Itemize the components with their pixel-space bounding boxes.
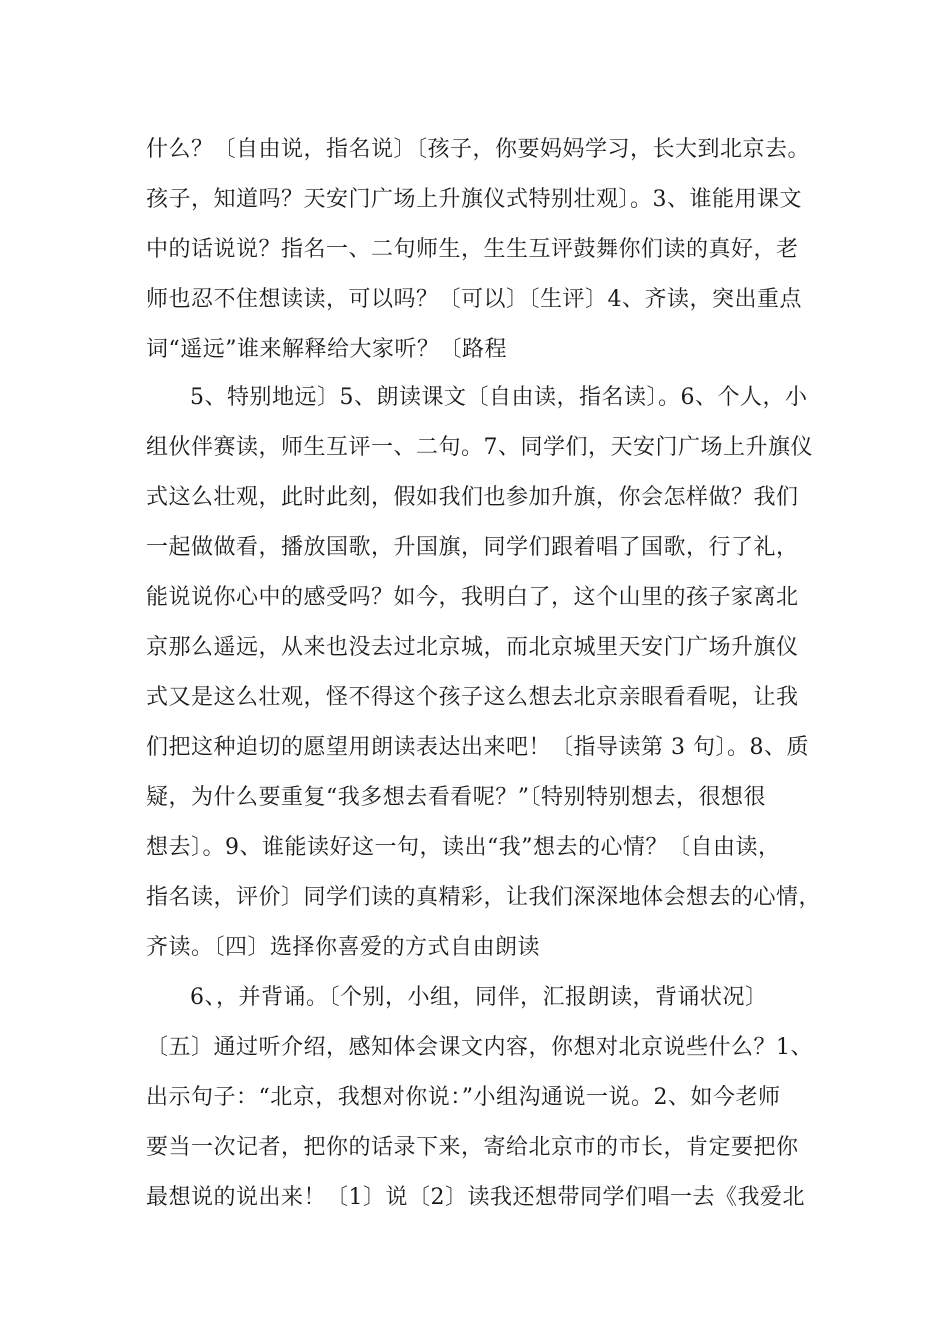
- text-line: 式又是这么壮观，怪不得这个孩子这么想去北京亲眼看看呢，让我: [146, 685, 799, 710]
- text-line: 们把这种迫切的愿望用朗读表达出来吧！〔指导读第 3 句〕。8、质: [146, 735, 809, 760]
- text-line: 〔五〕通过听介绍，感知体会课文内容，你想对北京说些什么？1、: [146, 1035, 813, 1060]
- text-line: 5、特别地远〕5、朗读课文〔自由读，指名读〕。6、个人，小: [190, 385, 808, 410]
- text-line: 6、，并背诵。〔个别，小组，同伴，汇报朗读，背诵状况〕: [190, 985, 768, 1010]
- text-line: 齐读。〔四〕选择你喜爱的方式自由朗读: [146, 935, 541, 960]
- text-line: 什么？〔自由说，指名说〕〔孩子，你要妈妈学习，长大到北京去。: [146, 137, 811, 162]
- text-line: 出示句子：“北京，我想对你说：”小组沟通说一说。2、如今老师: [146, 1085, 781, 1110]
- text-line: 师也忍不住想读读，可以吗？〔可以〕〔生评〕4、齐读，突出重点: [146, 287, 802, 312]
- text-line: 中的话说说？指名一、二句师生，生生互评鼓舞你们读的真好，老: [146, 237, 799, 262]
- text-line: 能说说你心中的感受吗？如今，我明白了，这个山里的孩子家离北: [146, 585, 799, 610]
- text-line: 京那么遥远，从来也没去过北京城，而北京城里天安门广场升旗仪: [146, 635, 799, 660]
- text-line: 词“遥远”谁来解释给大家听？〔路程: [146, 337, 507, 362]
- text-line: 要当一次记者，把你的话录下来，寄给北京市的市长，肯定要把你: [146, 1135, 799, 1160]
- text-line: 孩子，知道吗？天安门广场上升旗仪式特别壮观〕。3、谁能用课文: [146, 187, 802, 212]
- text-line: 疑，为什么要重复“我多想去看看呢？”〔特别特别想去，很想很: [146, 785, 766, 810]
- text-line: 一起做做看，播放国歌，升国旗，同学们跟着唱了国歌，行了礼，: [146, 535, 799, 560]
- text-line: 组伙伴赛读，师生互评一、二句。7、同学们，天安门广场上升旗仪: [146, 435, 813, 460]
- text-line: 想去〕。9、谁能读好这一句，读出“我”想去的心情？〔自由读，: [146, 835, 781, 860]
- text-line: 最想说的说出来！〔1〕说〔2〕读我还想带同学们唱一去《我爱北: [146, 1185, 805, 1210]
- text-line: 式这么壮观，此时此刻，假如我们也参加升旗，你会怎样做？我们: [146, 485, 799, 510]
- text-line: 指名读，评价〕同学们读的真精彩，让我们深深地体会想去的心情，: [146, 885, 822, 910]
